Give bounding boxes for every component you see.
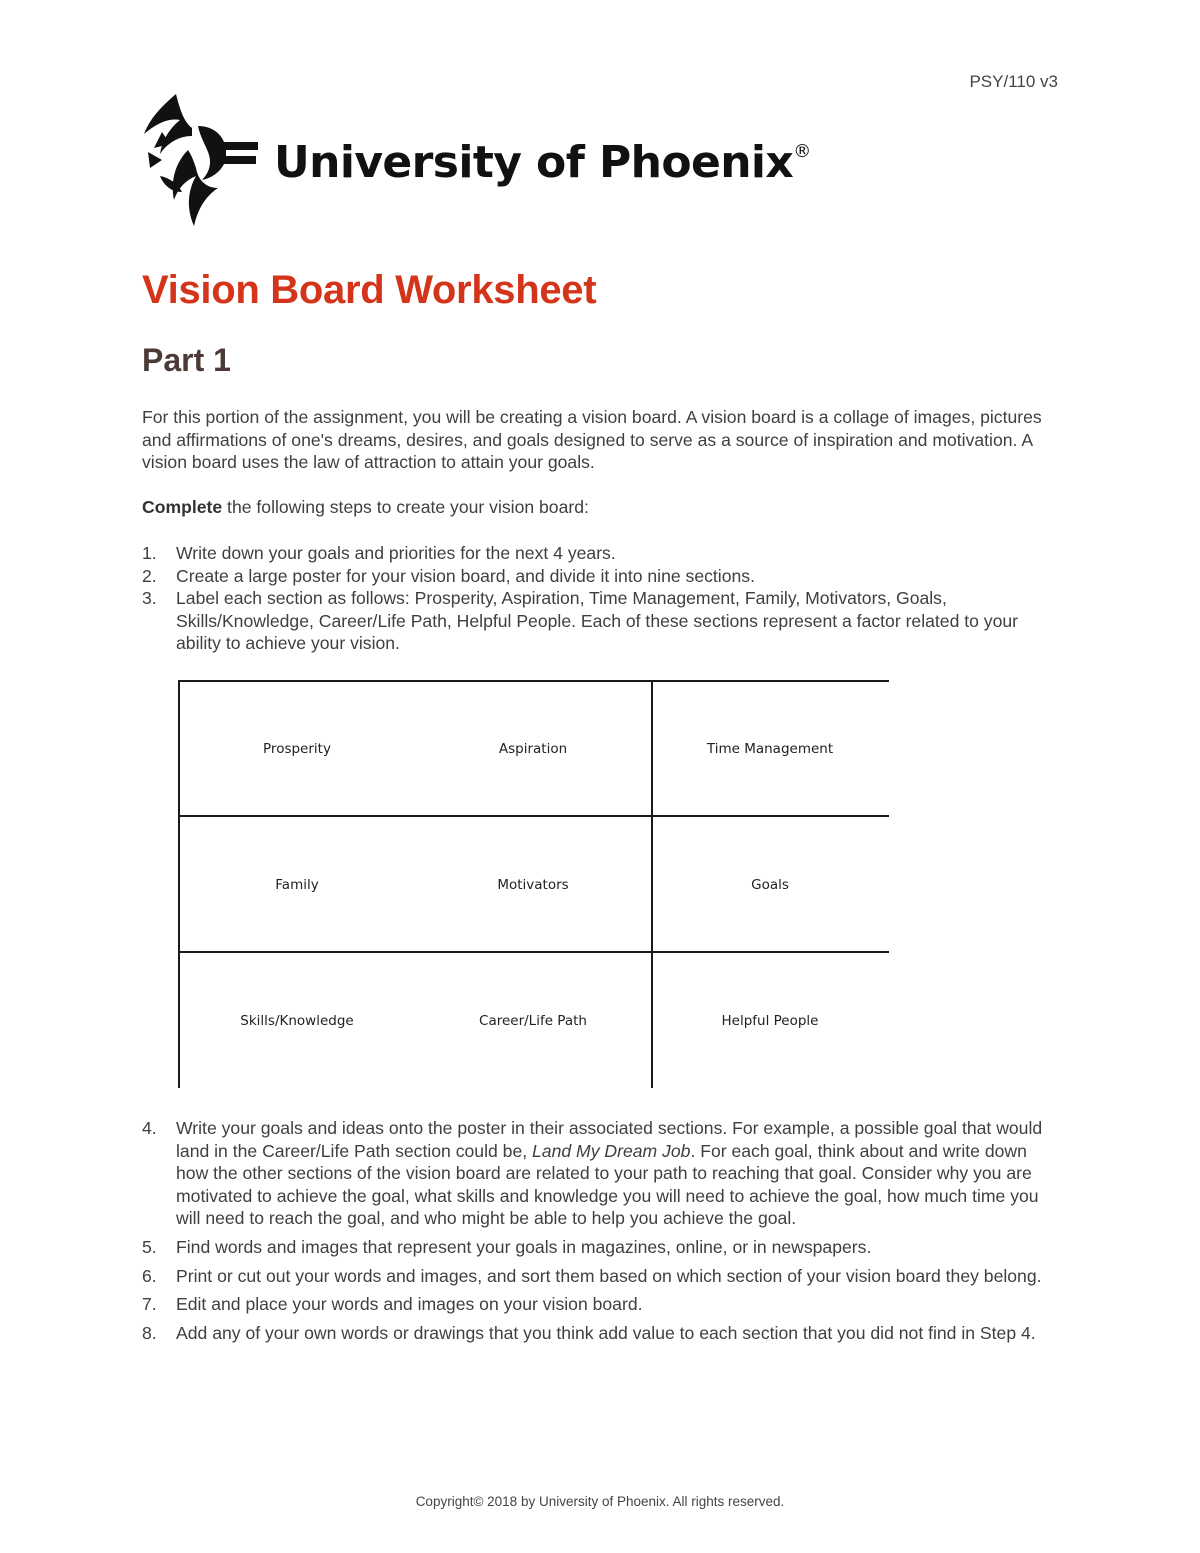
copyright-footer: Copyright© 2018 by University of Phoenix. All rights reserved.	[415, 1494, 785, 1509]
grid-label-career-life-path: Career/Life Path	[479, 1013, 587, 1029]
grid-row-divider	[178, 951, 889, 953]
step-item: 7. Edit and place your words and images on your vision board.	[142, 1294, 643, 1315]
grid-label-motivators: Motivators	[497, 877, 569, 893]
step-item: 6. Print or cut out your words and images, and sort them based on which section of your vision board they belong.	[142, 1265, 1042, 1286]
step-item: 2. Create a large poster for your vision board, and divide it into nine sections.	[142, 565, 755, 586]
step-item: 4. Write your goals and ideas onto the poster in their associated sections. For example, a possible goal that would land in the Career/Life Path section could be, Land My Dream Job. For each goal, think about and write down how the other sections of the vision board are related to your path to reaching that goal. Consider why you are motivated to achieve the goal, what skills and knowledge you will need to achieve the goal, how much time you will need to reach the goal, and who might be able to help you achieve the goal.	[142, 1118, 1043, 1229]
page-title: Vision Board Worksheet	[142, 268, 597, 312]
grid-label-prosperity: Prosperity	[263, 741, 331, 757]
intro-paragraph: For this portion of the assignment, you will be creating a vision board. A vision board is a collage of images, pictures and affirmations of one's dreams, desires, and goals designed to serve as a source of inspiration and motivation. A vision board uses the law of attraction to attain your goals.	[142, 407, 1042, 473]
vision-board-grid	[178, 680, 889, 1088]
grid-row-divider	[178, 815, 889, 817]
grid-label-goals: Goals	[751, 877, 789, 893]
grid-label-time-management: Time Management	[706, 741, 834, 757]
complete-instruction: Complete the following steps to create your vision board:	[142, 497, 589, 517]
grid-label-family: Family	[275, 877, 319, 893]
steps-list-second	[142, 1117, 1062, 1350]
phoenix-bird-icon	[140, 92, 260, 232]
grid-label-skills-knowledge: Skills/Knowledge	[240, 1013, 354, 1029]
grid-top-border	[178, 680, 889, 682]
logo-wordmark: University of Phoenix®	[274, 136, 811, 188]
course-code: PSY/110 v3	[969, 72, 1058, 91]
university-logo	[140, 92, 811, 232]
step-item: 8. Add any of your own words or drawings that you think add value to each section that you did not find in Step 4.	[142, 1322, 1036, 1343]
step-item: 3. Label each section as follows: Prosperity, Aspiration, Time Management, Family, Motivators, Goals, Skills/Knowledge, Career/Life Path, Helpful People. Each of these sections represent a factor related to your ability to achieve your vision.	[142, 588, 1019, 654]
steps-list-first	[142, 542, 1062, 655]
part-heading: Part 1	[142, 342, 231, 378]
grid-label-aspiration: Aspiration	[498, 741, 568, 757]
step-item: 5. Find words and images that represent your goals in magazines, online, or in newspapers.	[142, 1236, 872, 1257]
step-item: 1. Write down your goals and priorities for the next 4 years.	[142, 543, 616, 563]
grid-label-helpful-people: Helpful People	[721, 1013, 819, 1029]
